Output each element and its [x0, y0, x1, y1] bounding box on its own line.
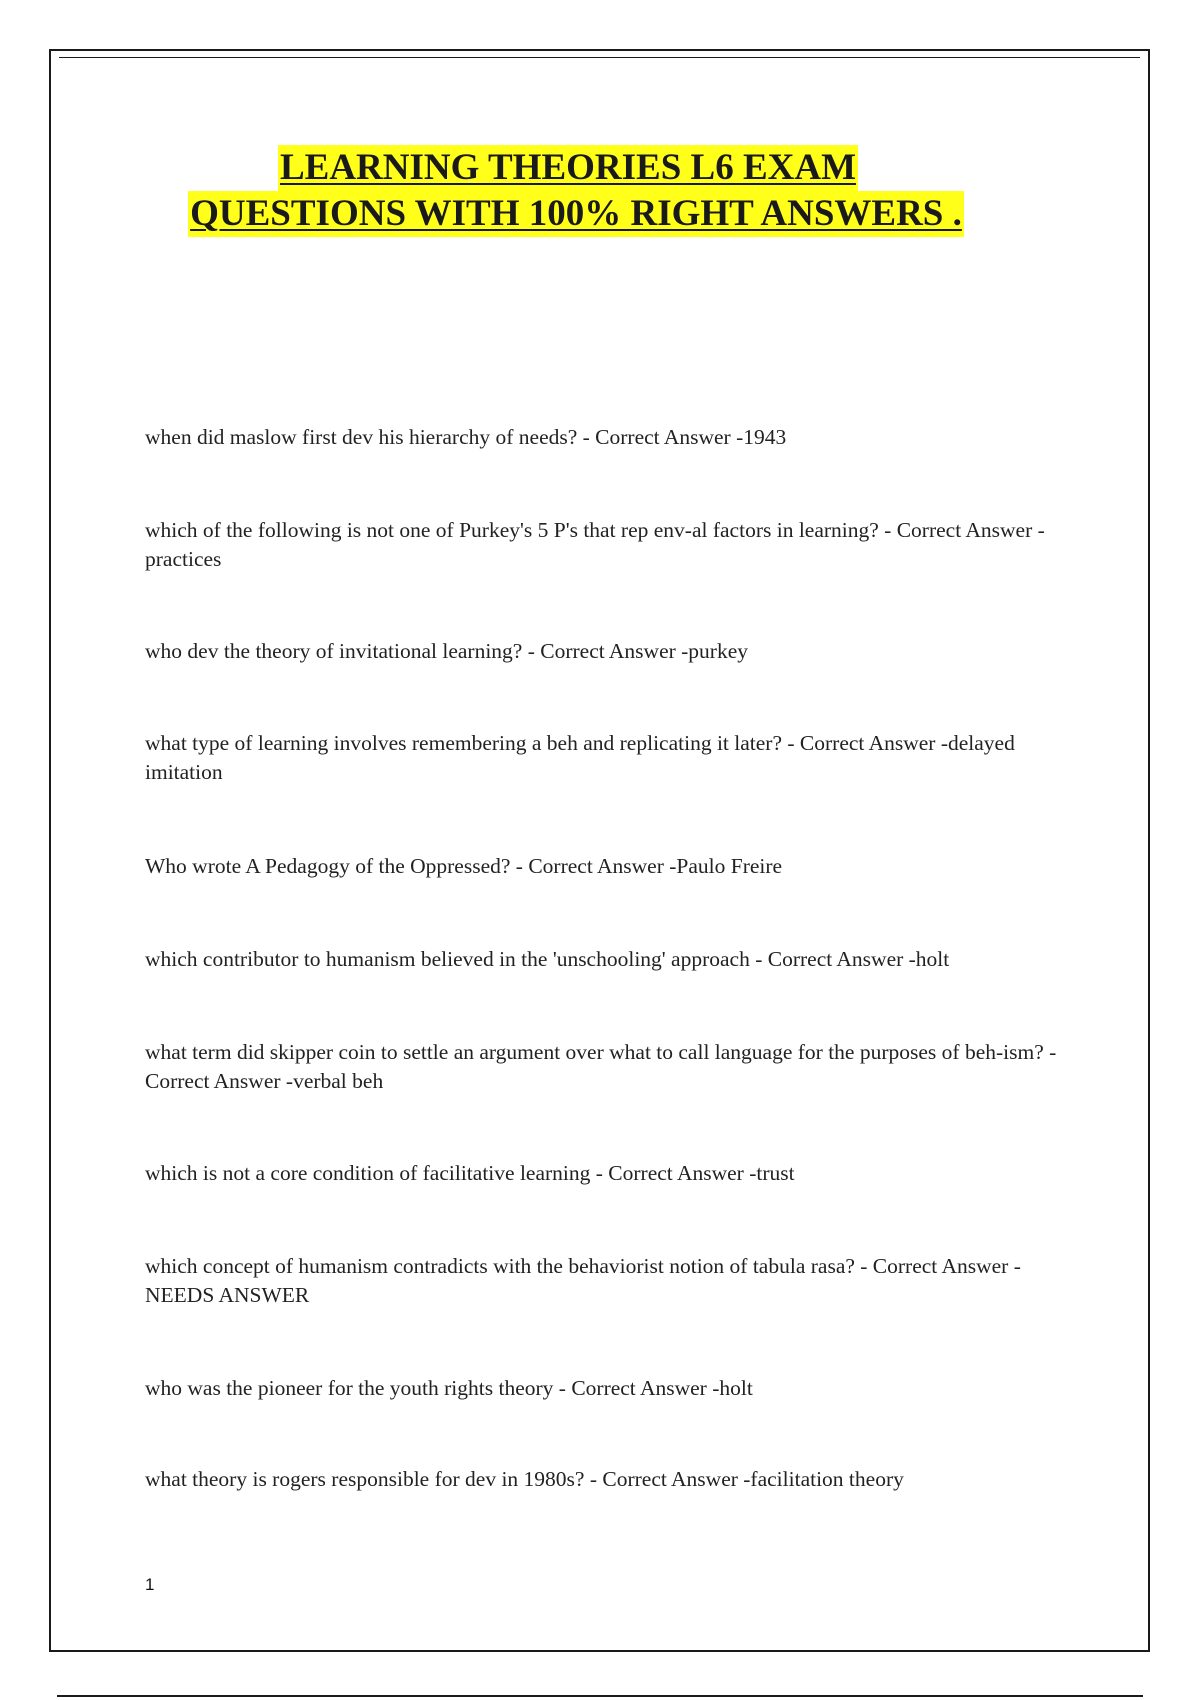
title-line-1: LEARNING THEORIES L6 EXAM	[278, 145, 858, 191]
document-title	[0, 145, 1152, 237]
qa-item: what type of learning involves remembering a beh and replicating it later? - Correct Answer -delayed imitation	[145, 731, 1015, 784]
qa-item: which is not a core condition of facilitative learning - Correct Answer -trust	[145, 1161, 795, 1185]
next-page-edge	[57, 1695, 1143, 1697]
qa-item: who was the pioneer for the youth rights theory - Correct Answer -holt	[145, 1376, 753, 1400]
top-rule	[59, 57, 1140, 58]
qa-item: when did maslow first dev his hierarchy of needs? - Correct Answer -1943	[145, 425, 787, 449]
page-number: 1	[145, 1575, 155, 1594]
qa-item: Who wrote A Pedagogy of the Oppressed? - Correct Answer -Paulo Freire	[145, 854, 783, 878]
qa-item: what theory is rogers responsible for dev in 1980s? - Correct Answer -facilitation theory	[145, 1467, 904, 1491]
qa-item: which of the following is not one of Purkey's 5 P's that rep env-al factors in learning? - Correct Answer -practices	[145, 518, 1045, 571]
qa-item: which concept of humanism contradicts with the behaviorist notion of tabula rasa? - Correct Answer -NEEDS ANSWER	[145, 1254, 1021, 1307]
page-frame	[49, 49, 1150, 1652]
qa-item: who dev the theory of invitational learning? - Correct Answer -purkey	[145, 639, 749, 663]
title-line-2: QUESTIONS WITH 100% RIGHT ANSWERS .	[188, 191, 964, 237]
qa-item: which contributor to humanism believed in the 'unschooling' approach - Correct Answer -holt	[145, 947, 950, 971]
qa-item: what term did skipper coin to settle an argument over what to call language for the purposes of beh-ism? - Correct Answer -verbal beh	[145, 1040, 1057, 1093]
